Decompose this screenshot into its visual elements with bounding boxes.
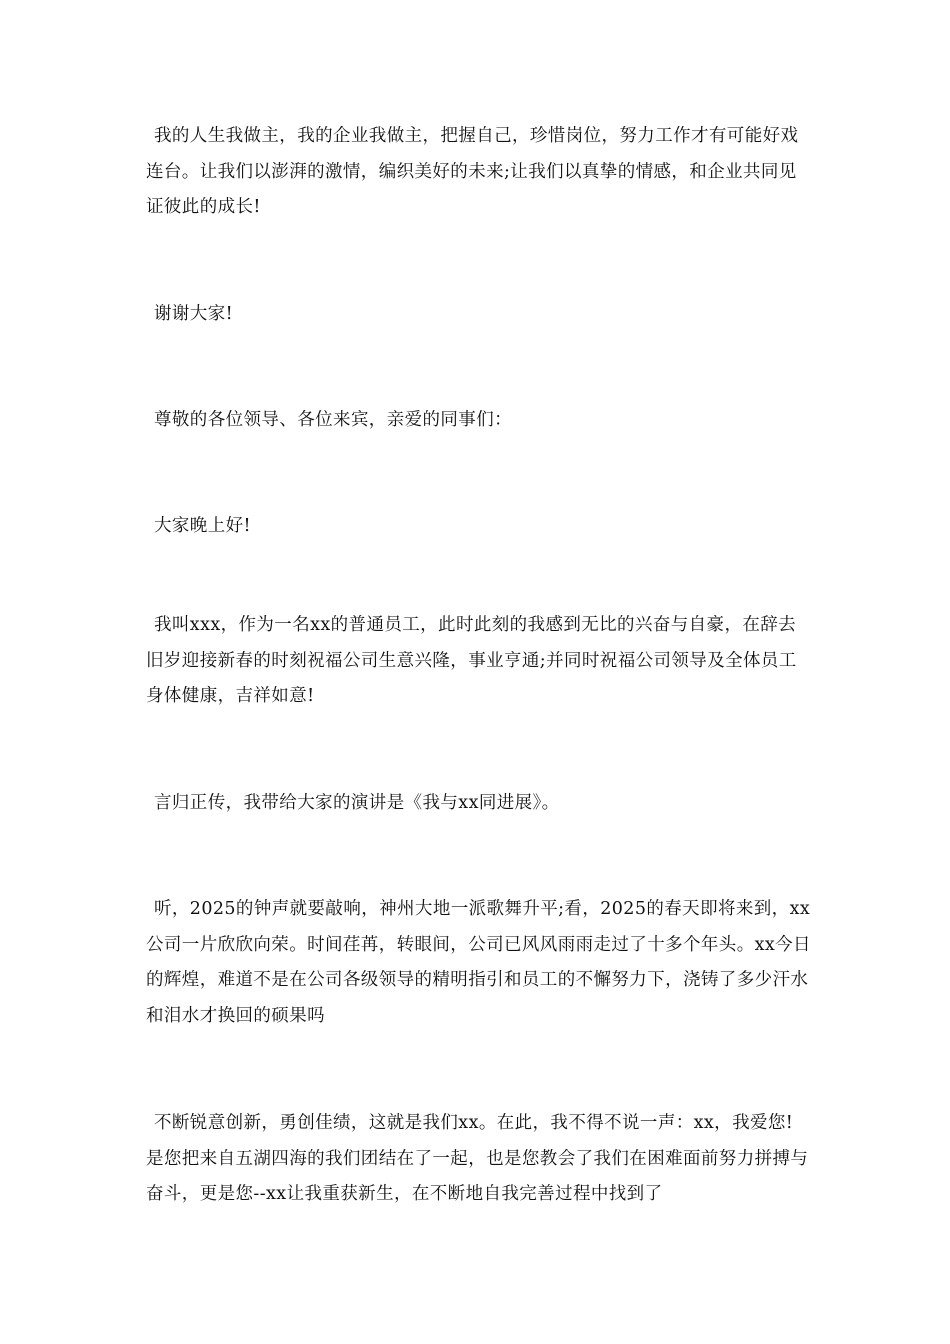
paragraph-speech-topic: 言归正传，我带给大家的演讲是《我与xx同进展》。: [154, 793, 560, 813]
paragraph-new-year: 听，2025的钟声就要敲响，神州大地一派歌舞升平;看，2025的春天即将来到，xx公司一片欣欣向荣。时间荏苒，转眼间，公司已风风雨雨走过了十多个年头。xx今日的辉煌，难道不是在公司各级领导的精明指引和员工的不懈努力下，浇铸了多少汗水和泪水才换回的硕果吗: [146, 899, 811, 1026]
paragraph-self-introduction: 我叫xxx，作为一名xx的普通员工，此时此刻的我感到无比的兴奋与自豪，在辞去旧岁迎接新春的时刻祝福公司生意兴隆，事业亨通;并同时祝福公司领导及全体员工身体健康，吉祥如意!: [146, 615, 797, 706]
paragraph-greeting: 大家晚上好!: [154, 516, 251, 536]
paragraph-closing-statement: 我的人生我做主，我的企业我做主，把握自己，珍惜岗位，努力工作才有可能好戏连台。让我们以澎湃的激情，编织美好的未来;让我们以真挚的情感，和企业共同见证彼此的成长!: [146, 126, 799, 217]
paragraph-innovation: 不断锐意创新，勇创佳绩，这就是我们xx。在此，我不得不说一声：xx，我爱您!是您把来自五湖四海的我们团结在了一起，也是您教会了我们在困难面前努力拼搏与奋斗，更是您--xx让我重获新生，在不断地自我完善过程中找到了: [146, 1113, 809, 1204]
paragraph-salutation: 尊敬的各位领导、各位来宾，亲爱的同事们：: [154, 410, 512, 430]
paragraph-thanks: 谢谢大家!: [154, 304, 234, 324]
